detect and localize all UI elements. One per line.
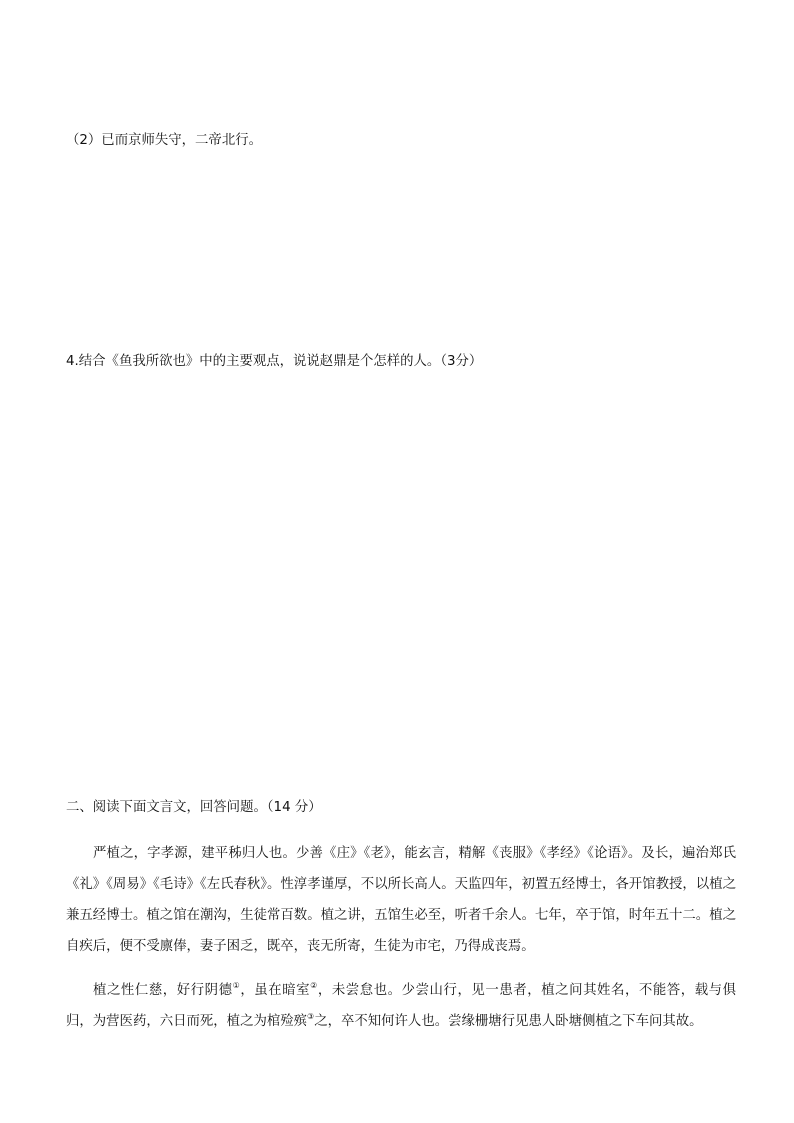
section-heading: 二、阅读下面文言文，回答问题。（14 分） [66, 800, 322, 815]
passage-text: ，虽在暗室 [240, 983, 311, 998]
footnote-marker: ① [232, 981, 241, 990]
footnote-marker: ③ [307, 1012, 315, 1021]
passage-text: 之，卒不知何许人也。尝缘栅塘行见患人卧塘侧植之下车问其故。 [314, 1014, 703, 1029]
passage-text: ，未尝怠也。少尝山行，见一患者，植之问其姓名，不能答，载与俱归，为营医药，六日而死，植之为棺殓殡 [66, 983, 737, 1029]
question-4: 4.结合《鱼我所欲也》中的主要观点，说说赵鼎是个怎样的人。（3分） [66, 354, 483, 369]
footnote-marker: ② [310, 981, 318, 990]
passage-text: 植之性仁慈，好行阴德 [93, 983, 233, 998]
question-2-sentence: （2）已而京师失守，二帝北行。 [66, 133, 262, 148]
passage-paragraph-1: 严植之，字孝源，建平秭归人也。少善《庄》《老》，能玄言，精解《丧服》《孝经》《论语》。及长，遍治郑氏《礼》《周易》《毛诗》《左氏春秋》。性淳孝谨厚，不以所长高人。天监四年，初置五经博士，各开馆教授，以植之兼五经博士。植之馆在潮沟，生徒常百数。植之讲，五馆生必至，听者千余人。七年，卒于馆，时年五十二。植之自疾后，便不受廪俸，妻子困乏，既卒，丧无所寄，生徒为市宅，乃得成丧焉。 [66, 846, 736, 954]
passage-paragraph-2 [66, 975, 736, 1037]
